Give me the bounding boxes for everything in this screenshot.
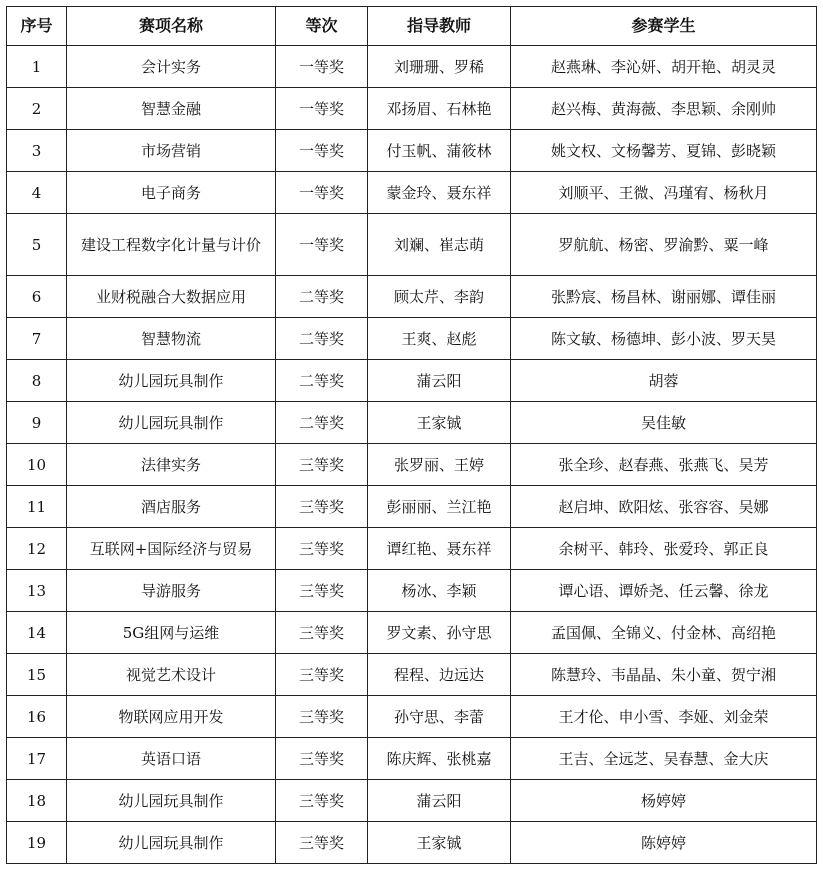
cell-event-name: 互联网+国际经济与贸易 bbox=[67, 528, 276, 570]
cell-index: 10 bbox=[7, 444, 67, 486]
cell-event-name: 会计实务 bbox=[67, 46, 276, 88]
cell-index: 9 bbox=[7, 402, 67, 444]
cell-index: 3 bbox=[7, 130, 67, 172]
cell-students: 王吉、全远芝、吴春慧、金大庆 bbox=[511, 738, 817, 780]
cell-students: 张全珍、赵春燕、张燕飞、吴芳 bbox=[511, 444, 817, 486]
table-row bbox=[7, 696, 817, 738]
cell-award-level: 一等奖 bbox=[276, 214, 368, 276]
table-row bbox=[7, 46, 817, 88]
cell-award-level: 一等奖 bbox=[276, 130, 368, 172]
cell-students: 余树平、韩玲、张爱玲、郭正良 bbox=[511, 528, 817, 570]
cell-award-level: 二等奖 bbox=[276, 276, 368, 318]
cell-event-name: 幼儿园玩具制作 bbox=[67, 780, 276, 822]
cell-event-name: 5G组网与运维 bbox=[67, 612, 276, 654]
cell-event-name: 英语口语 bbox=[67, 738, 276, 780]
table-row bbox=[7, 612, 817, 654]
cell-award-level: 三等奖 bbox=[276, 822, 368, 864]
cell-event-name: 幼儿园玩具制作 bbox=[67, 360, 276, 402]
cell-index: 19 bbox=[7, 822, 67, 864]
cell-instructors: 刘斓、崔志萌 bbox=[368, 214, 511, 276]
cell-students: 孟国佩、全锦义、付金林、高绍艳 bbox=[511, 612, 817, 654]
cell-award-level: 一等奖 bbox=[276, 172, 368, 214]
cell-award-level: 二等奖 bbox=[276, 318, 368, 360]
cell-instructors: 彭丽丽、兰江艳 bbox=[368, 486, 511, 528]
cell-students: 姚文权、文杨馨芳、夏锦、彭晓颖 bbox=[511, 130, 817, 172]
cell-event-name: 幼儿园玩具制作 bbox=[67, 402, 276, 444]
table-row bbox=[7, 276, 817, 318]
cell-instructors: 王家铖 bbox=[368, 402, 511, 444]
cell-index: 5 bbox=[7, 214, 67, 276]
cell-index: 17 bbox=[7, 738, 67, 780]
cell-index: 11 bbox=[7, 486, 67, 528]
header-event-name: 赛项名称 bbox=[67, 7, 276, 46]
cell-students: 赵兴梅、黄海薇、李思颖、余刚帅 bbox=[511, 88, 817, 130]
cell-index: 13 bbox=[7, 570, 67, 612]
cell-index: 7 bbox=[7, 318, 67, 360]
table-row bbox=[7, 486, 817, 528]
cell-award-level: 一等奖 bbox=[276, 88, 368, 130]
cell-instructors: 谭红艳、聂东祥 bbox=[368, 528, 511, 570]
cell-award-level: 三等奖 bbox=[276, 570, 368, 612]
header-students: 参赛学生 bbox=[511, 7, 817, 46]
cell-instructors: 程程、边远达 bbox=[368, 654, 511, 696]
cell-instructors: 张罗丽、王婷 bbox=[368, 444, 511, 486]
table-row bbox=[7, 88, 817, 130]
table-row bbox=[7, 528, 817, 570]
cell-students: 赵启坤、欧阳炫、张容容、吴娜 bbox=[511, 486, 817, 528]
table-row bbox=[7, 318, 817, 360]
cell-index: 4 bbox=[7, 172, 67, 214]
cell-event-name: 视觉艺术设计 bbox=[67, 654, 276, 696]
cell-event-name: 物联网应用开发 bbox=[67, 696, 276, 738]
cell-event-name: 智慧物流 bbox=[67, 318, 276, 360]
table-row bbox=[7, 360, 817, 402]
cell-instructors: 刘珊珊、罗稀 bbox=[368, 46, 511, 88]
cell-index: 14 bbox=[7, 612, 67, 654]
cell-students: 陈慧玲、韦晶晶、朱小童、贺宁湘 bbox=[511, 654, 817, 696]
cell-students: 张黔宸、杨昌林、谢丽娜、谭佳丽 bbox=[511, 276, 817, 318]
cell-students: 刘顺平、王微、冯瑾宥、杨秋月 bbox=[511, 172, 817, 214]
cell-students: 杨婷婷 bbox=[511, 780, 817, 822]
cell-event-name: 酒店服务 bbox=[67, 486, 276, 528]
cell-instructors: 杨冰、李颖 bbox=[368, 570, 511, 612]
cell-index: 1 bbox=[7, 46, 67, 88]
cell-event-name: 市场营销 bbox=[67, 130, 276, 172]
table-row bbox=[7, 444, 817, 486]
cell-students: 陈文敏、杨德坤、彭小波、罗天昊 bbox=[511, 318, 817, 360]
cell-award-level: 二等奖 bbox=[276, 402, 368, 444]
cell-index: 18 bbox=[7, 780, 67, 822]
table-row bbox=[7, 214, 817, 276]
cell-award-level: 三等奖 bbox=[276, 738, 368, 780]
cell-event-name: 智慧金融 bbox=[67, 88, 276, 130]
cell-instructors: 王爽、赵彪 bbox=[368, 318, 511, 360]
cell-award-level: 三等奖 bbox=[276, 612, 368, 654]
table-row bbox=[7, 130, 817, 172]
cell-instructors: 顾太芹、李韵 bbox=[368, 276, 511, 318]
table-row bbox=[7, 822, 817, 864]
cell-event-name: 电子商务 bbox=[67, 172, 276, 214]
cell-instructors: 蒲云阳 bbox=[368, 780, 511, 822]
cell-students: 谭心语、谭娇尧、任云馨、徐龙 bbox=[511, 570, 817, 612]
cell-event-name: 幼儿园玩具制作 bbox=[67, 822, 276, 864]
cell-award-level: 一等奖 bbox=[276, 46, 368, 88]
cell-index: 2 bbox=[7, 88, 67, 130]
cell-students: 陈婷婷 bbox=[511, 822, 817, 864]
cell-students: 吴佳敏 bbox=[511, 402, 817, 444]
cell-students: 王才伦、申小雪、李娅、刘金荣 bbox=[511, 696, 817, 738]
cell-award-level: 三等奖 bbox=[276, 444, 368, 486]
cell-students: 赵燕琳、李沁妍、胡开艳、胡灵灵 bbox=[511, 46, 817, 88]
cell-index: 12 bbox=[7, 528, 67, 570]
cell-event-name: 法律实务 bbox=[67, 444, 276, 486]
cell-award-level: 三等奖 bbox=[276, 780, 368, 822]
cell-event-name: 业财税融合大数据应用 bbox=[67, 276, 276, 318]
cell-index: 15 bbox=[7, 654, 67, 696]
table-row bbox=[7, 780, 817, 822]
cell-index: 16 bbox=[7, 696, 67, 738]
cell-award-level: 二等奖 bbox=[276, 360, 368, 402]
cell-instructors: 孙守思、李蕾 bbox=[368, 696, 511, 738]
cell-students: 罗航航、杨密、罗渝黔、粟一峰 bbox=[511, 214, 817, 276]
cell-award-level: 三等奖 bbox=[276, 528, 368, 570]
awards-table bbox=[6, 6, 817, 864]
cell-instructors: 付玉帆、蒲筱林 bbox=[368, 130, 511, 172]
table-row bbox=[7, 738, 817, 780]
cell-event-name: 导游服务 bbox=[67, 570, 276, 612]
header-award-level: 等次 bbox=[276, 7, 368, 46]
cell-award-level: 三等奖 bbox=[276, 696, 368, 738]
cell-index: 6 bbox=[7, 276, 67, 318]
cell-instructors: 王家铖 bbox=[368, 822, 511, 864]
table-row bbox=[7, 402, 817, 444]
cell-instructors: 蒲云阳 bbox=[368, 360, 511, 402]
cell-award-level: 三等奖 bbox=[276, 486, 368, 528]
cell-award-level: 三等奖 bbox=[276, 654, 368, 696]
cell-instructors: 蒙金玲、聂东祥 bbox=[368, 172, 511, 214]
table-row bbox=[7, 172, 817, 214]
cell-students: 胡蓉 bbox=[511, 360, 817, 402]
header-instructors: 指导教师 bbox=[368, 7, 511, 46]
header-index: 序号 bbox=[7, 7, 67, 46]
table-row bbox=[7, 570, 817, 612]
table-row bbox=[7, 654, 817, 696]
cell-event-name: 建设工程数字化计量与计价 bbox=[67, 214, 276, 276]
cell-instructors: 罗文素、孙守思 bbox=[368, 612, 511, 654]
cell-instructors: 邓扬眉、石林艳 bbox=[368, 88, 511, 130]
table-header-row bbox=[7, 7, 817, 46]
cell-index: 8 bbox=[7, 360, 67, 402]
cell-instructors: 陈庆辉、张桃嘉 bbox=[368, 738, 511, 780]
